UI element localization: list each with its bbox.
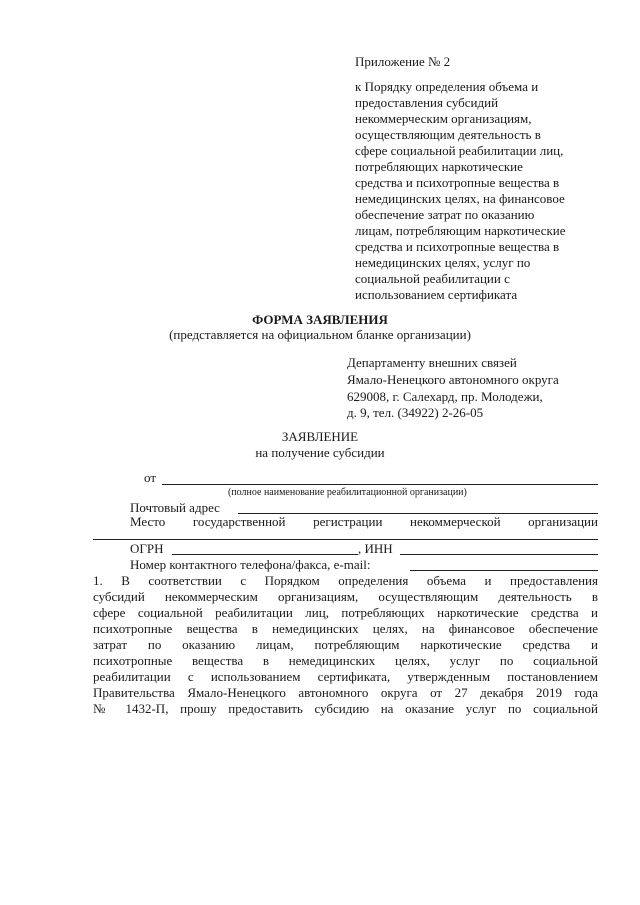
- body-line: реабилитации с использованием сертификата, утвержденным постановлением: [93, 669, 598, 684]
- body-line: сфере социальной реабилитации лиц, потребляющих наркотические средства и: [93, 605, 598, 620]
- appendix-line: осуществляющим деятельность в: [355, 127, 541, 142]
- registration-input-line[interactable]: [93, 539, 598, 540]
- appendix-line: использованием сертификата: [355, 287, 518, 302]
- registration-word: организации: [528, 514, 598, 529]
- registration-word: Место: [130, 514, 166, 529]
- contact-label: Номер контактного телефона/факса, e-mail:: [130, 557, 371, 572]
- ogrn-input-line[interactable]: [172, 554, 358, 555]
- addressee-line: д. 9, тел. (34922) 2-26-05: [347, 405, 484, 420]
- body-line: психотропные вещества в немедицинских целях, услуг по социальной: [93, 653, 598, 668]
- statement-subtitle: на получение субсидии: [255, 445, 385, 460]
- appendix-line: лицам, потребляющим наркотические: [355, 223, 566, 238]
- appendix-line: потребляющих наркотические: [355, 159, 523, 174]
- from-input-line[interactable]: [162, 484, 598, 485]
- registration-label: [130, 514, 598, 529]
- appendix-line: немедицинских целях, на финансовое: [355, 191, 565, 206]
- addressee-line: Ямало-Ненецкого автономного округа: [347, 372, 559, 387]
- from-label: от: [144, 470, 157, 485]
- body-line: 1. В соответствии с Порядком определения объема и предоставления: [93, 573, 598, 588]
- appendix-title: Приложение № 2: [355, 54, 451, 69]
- from-hint: (полное наименование реабилитационной организации): [228, 487, 467, 498]
- appendix-line: средства и психотропные вещества в: [355, 175, 560, 190]
- ogrn-label: ОГРН: [130, 541, 164, 556]
- contact-input-line[interactable]: [410, 570, 598, 571]
- body-line: психотропные вещества в немедицинских целях, на финансовое обеспечение: [93, 621, 598, 636]
- appendix-line: обеспечение затрат по оказанию: [355, 207, 535, 222]
- postal-address-label: Почтовый адрес: [130, 500, 220, 515]
- body-line: затрат по оказанию лицам, потребляющим наркотические средства и: [93, 637, 598, 652]
- appendix-line: некоммерческим организациям,: [355, 111, 532, 126]
- appendix-line: средства и психотропные вещества в: [355, 239, 560, 254]
- addressee-line: 629008, г. Салехард, пр. Молодежи,: [347, 389, 543, 404]
- addressee-line: Департаменту внешних связей: [347, 355, 517, 370]
- inn-input-line[interactable]: [400, 554, 598, 555]
- appendix-line: к Порядку определения объема и: [355, 79, 539, 94]
- appendix-line: сфере социальной реабилитации лиц,: [355, 143, 564, 158]
- body-line: Правительства Ямало-Ненецкого автономного округа от 27 декабря 2019 года: [93, 685, 598, 700]
- appendix-line: предоставления субсидий: [355, 95, 499, 110]
- body-line: субсидий некоммерческим организациям, осуществляющим деятельность в: [93, 589, 598, 604]
- form-title: ФОРМА ЗАЯВЛЕНИЯ: [252, 312, 388, 327]
- body-line: № 1432-П, прошу предоставить субсидию на оказание услуг по социальной: [93, 701, 598, 716]
- registration-word: регистрации: [313, 514, 383, 529]
- registration-word: некоммерческой: [410, 514, 501, 529]
- appendix-line: немедицинских целях, услуг по: [355, 255, 531, 270]
- appendix-line: социальной реабилитации с: [355, 271, 510, 286]
- statement-title: ЗАЯВЛЕНИЕ: [281, 429, 359, 444]
- registration-word: государственной: [192, 514, 286, 529]
- form-subtitle: (представляется на официальном бланке организации): [169, 327, 471, 342]
- inn-label: , ИНН: [358, 541, 393, 556]
